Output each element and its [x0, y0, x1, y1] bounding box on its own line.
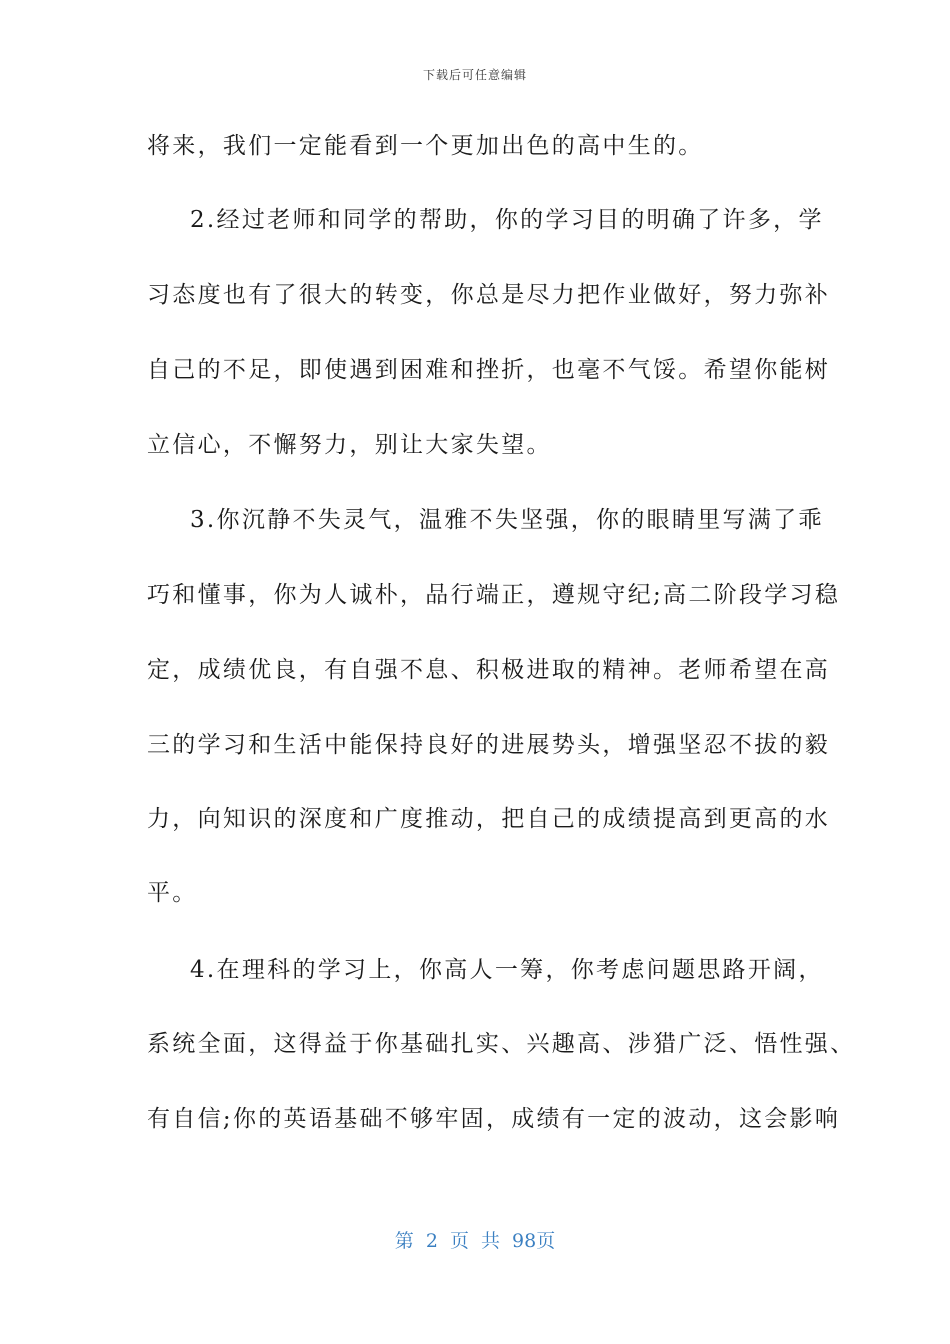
text-line: 力，向知识的深度和广度推动，把自己的成绩提高到更高的水 — [147, 806, 831, 832]
text-line: 2.经过老师和同学的帮助，你的学习目的明确了许多，学 — [190, 207, 824, 233]
text-line: 4.在理科的学习上，你高人一筹，你考虑问题思路开阔， — [190, 957, 824, 983]
text-line: 平。 — [147, 880, 198, 906]
text-line: 将来，我们一定能看到一个更加出色的高中生的。 — [147, 133, 704, 159]
text-line: 三的学习和生活中能保持良好的进展势头，增强坚忍不拔的毅 — [147, 732, 831, 758]
text-line: 自己的不足，即使遇到困难和挫折，也毫不气馁。希望你能树 — [147, 357, 831, 383]
text-line: 3.你沉静不失灵气，温雅不失坚强，你的眼睛里写满了乖 — [190, 507, 824, 533]
text-line: 巧和懂事，你为人诚朴，品行端正，遵规守纪;高二阶段学习稳 — [147, 582, 841, 608]
header-note: 下载后可任意编辑 — [422, 68, 527, 82]
text-line: 有自信;你的英语基础不够牢固，成绩有一定的波动，这会影响 — [147, 1106, 841, 1132]
text-line: 习态度也有了很大的转变，你总是尽力把作业做好，努力弥补 — [147, 282, 831, 308]
text-line: 立信心，不懈努力，别让大家失望。 — [147, 432, 552, 458]
page-number: 第 2 页 共 98页 — [394, 1230, 556, 1252]
text-line: 定，成绩优良，有自强不息、积极进取的精神。老师希望在高 — [147, 657, 831, 683]
text-line: 系统全面，这得益于你基础扎实、兴趣高、涉猎广泛、悟性强、 — [147, 1031, 856, 1057]
